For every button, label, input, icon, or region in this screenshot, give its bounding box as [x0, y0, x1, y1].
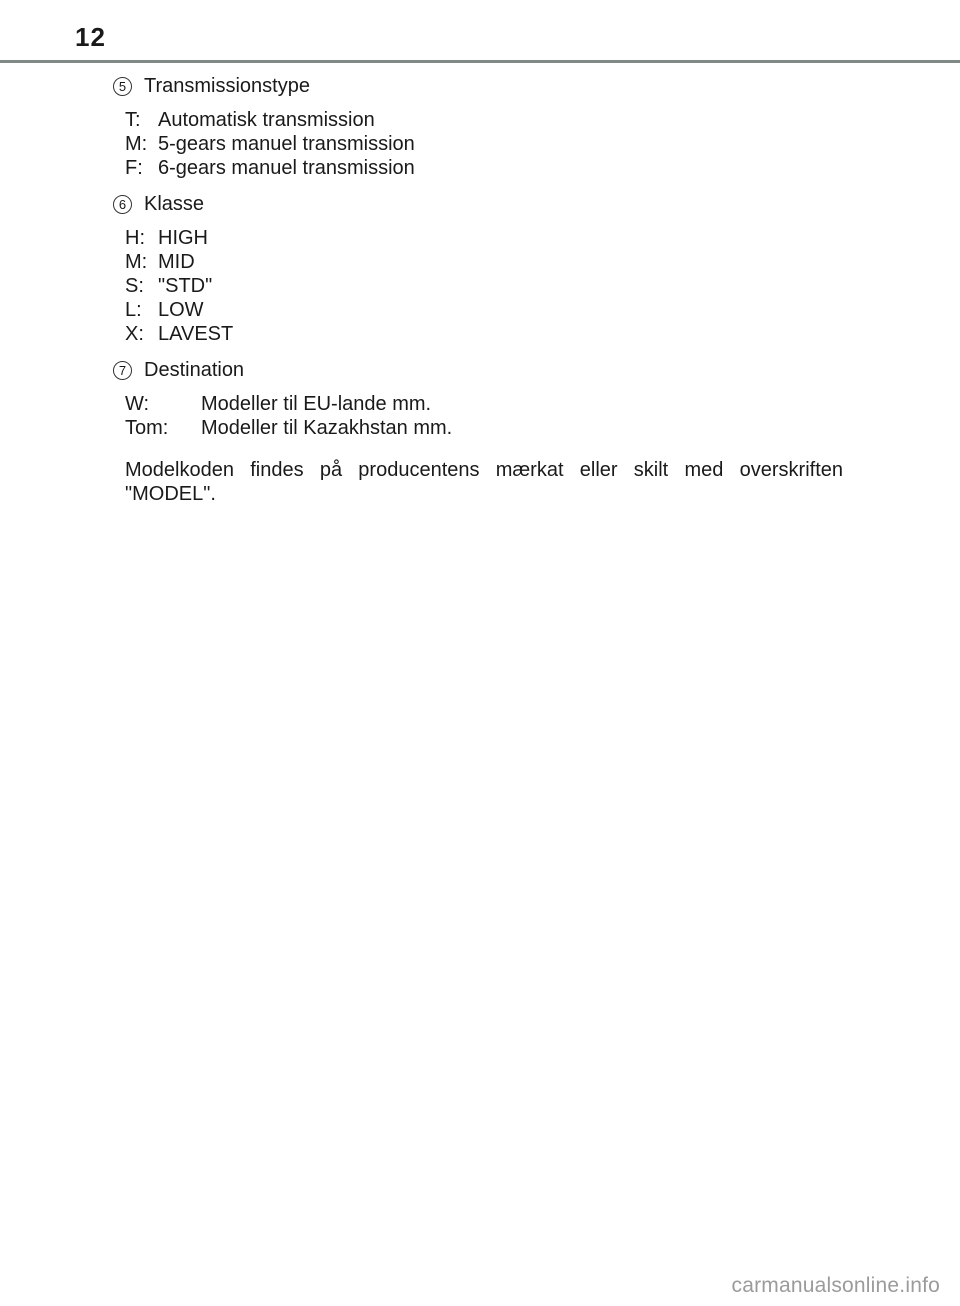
list-item	[125, 226, 843, 250]
item-code: T:	[125, 109, 141, 131]
item-description: LAVEST	[158, 323, 234, 345]
section-title: Destination	[144, 359, 245, 381]
page-number: 12	[75, 22, 106, 52]
item-code: H:	[125, 227, 145, 249]
item-code: L:	[125, 299, 142, 321]
circled-number-icon: 5	[113, 77, 132, 96]
section-destination	[113, 356, 843, 440]
section-heading	[113, 356, 843, 384]
item-code: W:	[125, 393, 150, 415]
header-divider	[0, 60, 960, 63]
item-description: MID	[158, 251, 195, 273]
item-code: M:	[125, 251, 148, 273]
item-description: Modeller til EU-lande mm.	[201, 393, 432, 415]
list-item	[125, 156, 843, 180]
code-list	[125, 226, 843, 346]
item-description: 5-gears manuel transmission	[158, 133, 415, 155]
list-item	[125, 298, 843, 322]
item-code: F:	[125, 157, 143, 179]
list-item	[125, 108, 843, 132]
item-description: Modeller til Kazakhstan mm.	[201, 417, 453, 439]
section-title: Klasse	[144, 193, 205, 215]
list-item	[125, 132, 843, 156]
item-code: M:	[125, 133, 148, 155]
item-description: 6-gears manuel transmission	[158, 157, 415, 179]
section-heading	[113, 190, 843, 218]
item-description: Automatisk transmission	[158, 109, 375, 131]
item-code: Tom:	[125, 417, 169, 439]
page-content	[113, 72, 843, 506]
code-list	[125, 392, 843, 440]
section-transmission-type	[113, 72, 843, 180]
model-code-note: Modelkoden findes på producentens mærkat eller skilt med overskriften "MODEL".	[125, 459, 843, 505]
item-code: X:	[125, 323, 144, 345]
item-code: S:	[125, 275, 144, 297]
item-description: "STD"	[158, 275, 213, 297]
list-item	[125, 274, 843, 298]
item-description: LOW	[158, 299, 204, 321]
watermark-text: carmanualsonline.info	[731, 1274, 940, 1297]
list-item	[125, 416, 843, 440]
section-class	[113, 190, 843, 346]
section-heading	[113, 72, 843, 100]
list-item	[125, 250, 843, 274]
list-item	[125, 392, 843, 416]
circled-number-icon: 6	[113, 195, 132, 214]
list-item	[125, 322, 843, 346]
item-description: HIGH	[158, 227, 208, 249]
circled-number-icon: 7	[113, 361, 132, 380]
section-title: Transmissionstype	[144, 75, 310, 97]
code-list	[125, 108, 843, 180]
